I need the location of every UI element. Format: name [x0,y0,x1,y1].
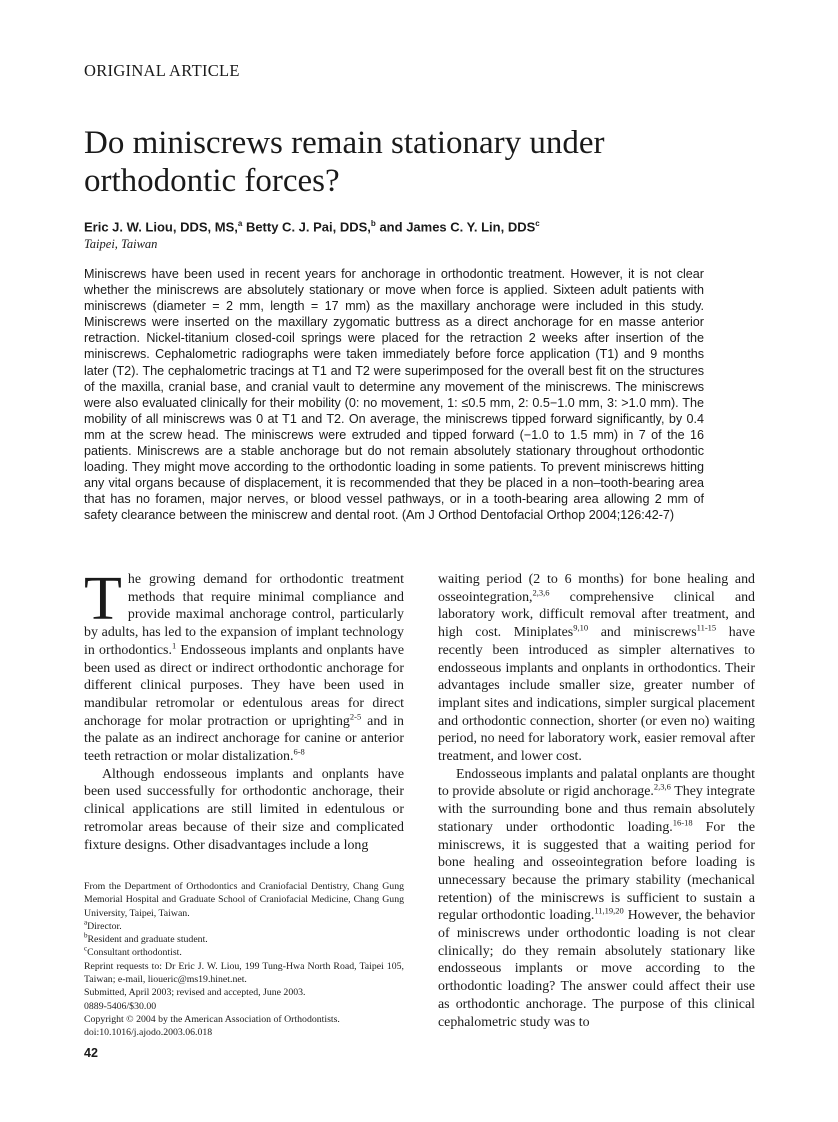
citation-ref: 11,19,20 [594,905,624,916]
footnote-role-text: Director. [87,920,122,932]
footnote-submitted: Submitted, April 2003; revised and accepted, June 2003. [84,987,306,999]
text-run: waiting period (2 to 6 months) for bone healing and osseointegration, [438,572,755,605]
author-name: Betty C. J. Pai, DDS, [245,219,371,235]
body-paragraph [84,766,404,855]
footnote-mark: b [84,931,88,940]
author-name: Eric J. W. Liou, DDS, MS, [84,219,238,235]
section-label: ORIGINAL ARTICLE [84,61,240,80]
citation-ref: 2,3,6 [532,587,550,598]
footnote-issn: 0889-5406/$30.00 [84,1000,157,1012]
footnote-doi: doi:10.1016/j.ajodo.2003.06.018 [84,1027,213,1039]
text-run: and in the palate as an indirect anchorage for canine or anterior teeth retraction or molar distalization. [84,713,405,765]
footnote-role-text: Resident and graduate student. [87,934,208,946]
citation-ref: 9,10 [573,622,589,633]
citation-ref: 16-18 [672,817,693,828]
body-paragraph [438,571,755,766]
author-name: James C. Y. Lin, DDS [406,219,536,235]
author-mark: b [370,219,376,228]
footnote-reprint: Reprint requests to: Dr Eric J. W. Liou, 199 Tung-Hwa North Road, Taipei 105, Taiwan; e-mail, lioueric@ms19.hinet.net. [84,960,404,986]
text-run: he growing demand for orthodontic treatment methods that require minimal compliance and provide maximal anchorage control, particularly by adults, has led to the expansion of implant technology in orthodontics. [84,572,404,658]
text-run: comprehensive clinical and laboratory work, difficult removal after treatment, and high cost. Miniplates [438,589,755,641]
citation-ref: 1 [171,640,177,651]
article-title: Do miniscrews remain stationary under orthodontic forces? [84,125,605,199]
footnote-role [84,946,404,959]
text-run: Endosseous implants and onplants have been used as direct or indirect orthodontic anchorage for different clinical purposes. They have been used in mandibular retromolar or edentulous areas for direct anchorage for molar protraction or uprighting [84,642,404,729]
body-column-left [84,565,405,854]
text-run: have recently been introduced as simpler alternatives to endosseous implants and onplants in orthodontics. Their advantages include smaller size, greater number of implant sites and indications, simpler surgical placement and orthodontic connection, shorter (or even no) waiting period, no need for laboratory work, easier removal after treatment, and lower cost. [438,625,755,765]
footnote-affiliation: From the Department of Orthodontics and Craniofacial Dentistry, Chang Gung Memorial Hospital and Graduate School of Craniofacial Medicine, Chang Gung University, Taipei, Taiwan. [84,881,404,919]
text-run: They integrate with the surrounding bone and thus remain absolutely stationary under orthodontic loading. [438,784,755,835]
author-mark: c [535,219,540,228]
footnote-copyright: Copyright © 2004 by the American Association of Orthodontists. [84,1013,340,1025]
abstract: Miniscrews have been used in recent years for anchorage in orthodontic treatment. However, it is not clear whether the miniscrews are absolutely stationary or move when force is applied. Sixteen adult patients with miniscrews (diameter = 2 mm, length = 17 mm) as the maxillary anchorage were included in this study. Miniscrews were inserted on the maxillary zygomatic buttress as a direct anchorage for en masse anterior retraction. Nickel-titanium closed-coil springs were placed for the retraction 2 weeks after insertion of the miniscrews. Cephalometric radiographs were taken immediately before force application (T1) and 9 months later (T2). The cephalometric tracings at T1 and T2 were superimposed for the overall best fit on the structures of the maxilla, cranial base, and cranial vault to determine any movement of the miniscrews. The miniscrews were also evaluated clinically for their mobility (0: no movement, 1: ≤0.5 mm, 2: 0.5−1.0 mm, 3: >1.0 mm). The mobility of all miniscrews was 0 at T1 and T2. On average, the miniscrews tipped forward significantly, by 0.4 mm at the screw head. The miniscrews were extruded and tipped forward (−1.0 to 1.5 mm) in 7 of the 16 patients. Miniscrews are a stable anchorage but do not remain absolutely stationary throughout orthodontic loading. They might move according to the orthodontic loading in some patients. To prevent miniscrews hitting any vital organs because of displacement, it is recommended that they be placed in a non–tooth-bearing area that has no foramen, major nerves, or blood vessel pathways, or in a tooth-bearing area allowing 2 mm of safety clearance between the miniscrew and dental root. (Am J Orthod Dentofacial Orthop 2004;126:42-7) [84,267,704,523]
text-run: and miniscrews [588,625,697,641]
footnote-role [84,920,404,933]
footnote-mark: c [84,945,88,954]
footnote-role-text: Consultant orthodontist. [87,947,182,959]
body-paragraph [84,565,405,766]
drop-cap: T [84,565,122,633]
text-run: Endosseous implants and palatal onplants are thought to provide absolute or rigid anchorage. [438,766,755,800]
author-joiner: and [379,219,403,235]
text-run: However, the behavior of miniscrews under orthodontic loading is not clear clinically; do they remain absolutely stationary like endosseous implants or move according to the orthodontic loading? The answer could affect their use as orthodontic anchorage. The purpose of this clinical cephalometric study was to [438,908,755,1030]
footnote-mark: a [84,918,88,927]
footnotes [84,880,404,1040]
text-run: For the miniscrews, it is suggested that a waiting period for bone healing and osseointegration before loading is unnecessary because the primary stability (mechanical retention) of the miniscrews is sufficient to sustain a regular orthodontic loading. [438,819,755,924]
text-run: Although endosseous implants and onplants have been used successfully for orthodontic anchorage, their clinical applications are still limited in edentulous or retromolar areas because of their size and complicated fixture designs. Other disadvantages include a long [84,766,404,853]
footnote-role [84,933,404,946]
citation-ref: 2-5 [349,711,362,721]
citation-ref: 11-15 [696,622,717,633]
author-mark: a [237,219,243,228]
body-column-right [438,571,755,1031]
author-location: Taipei, Taiwan [84,237,158,251]
citation-ref: 2,3,6 [653,781,671,792]
author-list [84,219,540,234]
citation-ref: 6-8 [293,746,305,757]
body-paragraph [438,766,755,1032]
page-number: 42 [84,1046,98,1060]
